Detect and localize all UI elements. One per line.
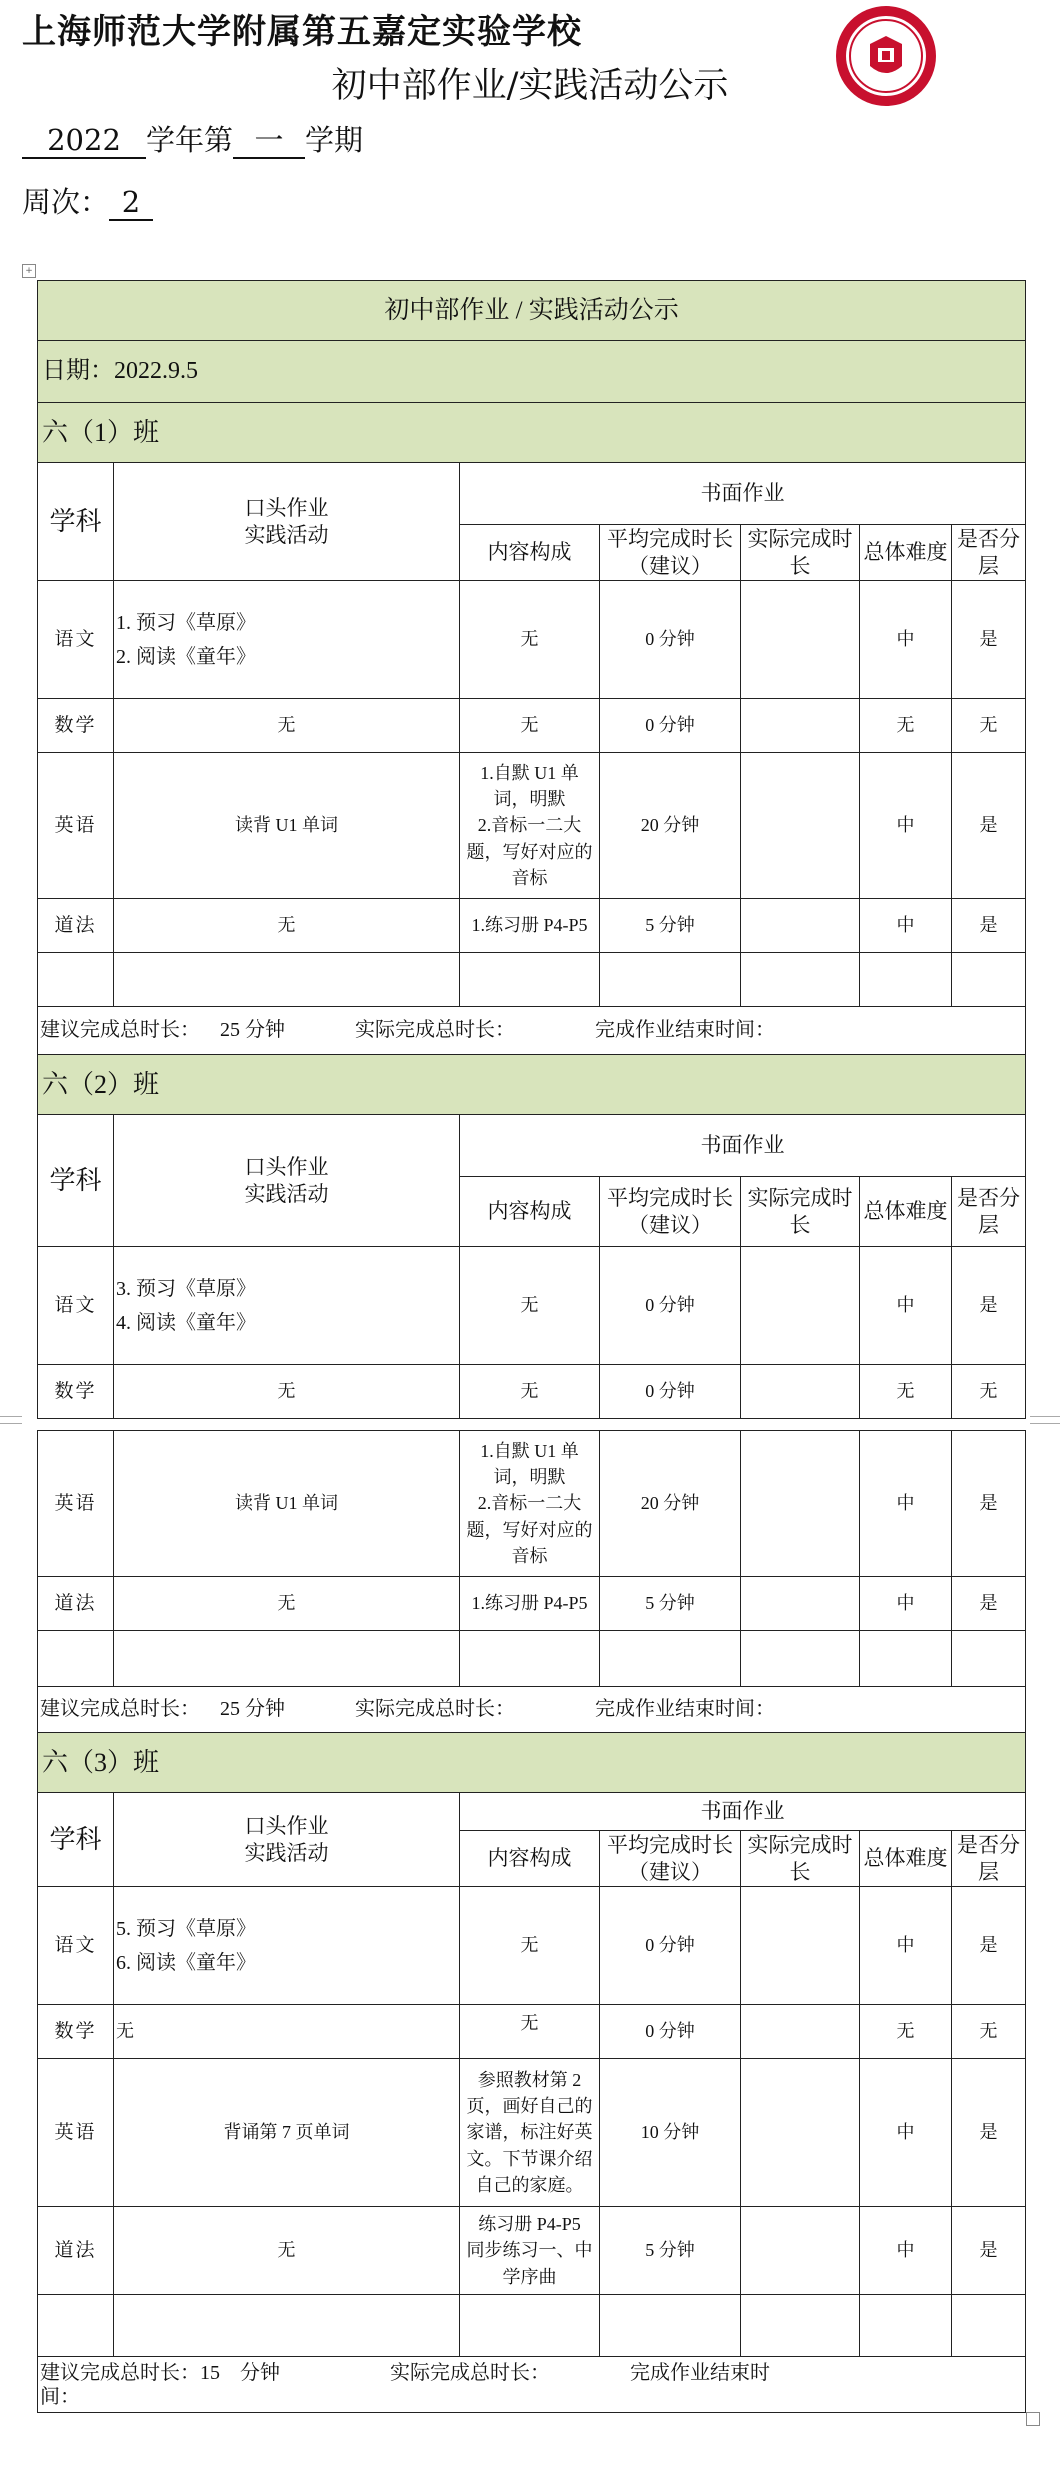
oral-cell: 1. 预习《草原》 2. 阅读《童年》 <box>114 581 460 699</box>
table-move-handle-icon[interactable]: + <box>22 264 36 278</box>
col-avg-time: 平均完成时长 （建议） <box>600 1177 741 1247</box>
content-cell: 无 <box>460 699 600 753</box>
class-name: 六（1）班 <box>38 403 1026 463</box>
content-cell: 无 <box>460 1365 600 1419</box>
table-row <box>38 1365 1026 1419</box>
avg-cell: 20 分钟 <box>600 753 741 899</box>
col-difficulty: 总体难度 <box>860 525 952 581</box>
difficulty-cell: 无 <box>860 699 952 753</box>
col-difficulty: 总体难度 <box>860 1177 952 1247</box>
actual-cell <box>741 1431 860 1577</box>
suggest-total-value: 25 分钟 <box>220 1698 285 1720</box>
layered-cell: 无 <box>952 2005 1026 2059</box>
col-subject: 学科 <box>38 1115 114 1247</box>
difficulty-cell: 中 <box>860 753 952 899</box>
difficulty-cell: 中 <box>860 899 952 953</box>
col-subject: 学科 <box>38 463 114 581</box>
content-cell: 无 <box>460 581 600 699</box>
table-date: 日期：2022.9.5 <box>38 341 1026 403</box>
avg-cell: 0 分钟 <box>600 699 741 753</box>
col-subject: 学科 <box>38 1793 114 1887</box>
avg-cell: 10 分钟 <box>600 2059 741 2207</box>
suggest-total-value: 25 分钟 <box>220 1019 285 1041</box>
suggest-total-label: 建议完成总时长：15 <box>40 2361 220 2384</box>
subject-cell: 语文 <box>38 1887 114 2005</box>
table-row <box>38 2005 1026 2059</box>
actual-cell <box>741 581 860 699</box>
subject-cell: 数学 <box>38 1365 114 1419</box>
actual-cell <box>741 1365 860 1419</box>
col-difficulty: 总体难度 <box>860 1831 952 1887</box>
oral-cell: 无 <box>114 2005 460 2059</box>
col-content: 内容构成 <box>460 1831 600 1887</box>
week-label: 周次： <box>22 185 110 219</box>
subject-cell: 英语 <box>38 753 114 899</box>
layered-cell: 是 <box>952 1247 1026 1365</box>
col-oral: 口头作业 实践活动 <box>114 1115 460 1247</box>
avg-cell: 0 分钟 <box>600 581 741 699</box>
oral-cell: 无 <box>114 899 460 953</box>
difficulty-cell: 中 <box>860 1577 952 1631</box>
col-layered: 是否分 层 <box>952 1831 1026 1887</box>
oral-cell: 无 <box>114 1577 460 1631</box>
layered-cell: 是 <box>952 581 1026 699</box>
actual-cell <box>741 2207 860 2295</box>
col-layered: 是否分 层 <box>952 525 1026 581</box>
term-number: 一 <box>233 125 305 159</box>
actual-cell <box>741 899 860 953</box>
subject-cell: 语文 <box>38 1247 114 1365</box>
subject-cell: 英语 <box>38 1431 114 1577</box>
school-year-label: 学年第 <box>146 123 234 157</box>
table-row <box>38 699 1026 753</box>
table-title: 初中部作业 / 实践活动公示 <box>38 281 1026 341</box>
avg-cell: 0 分钟 <box>600 2005 741 2059</box>
subject-cell: 数学 <box>38 699 114 753</box>
col-content: 内容构成 <box>460 1177 600 1247</box>
total-row <box>38 1687 1026 1733</box>
class-name: 六（2）班 <box>38 1055 1026 1115</box>
avg-cell: 5 分钟 <box>600 1577 741 1631</box>
avg-cell: 20 分钟 <box>600 1431 741 1577</box>
subject-cell: 数学 <box>38 2005 114 2059</box>
table-resize-handle-icon[interactable] <box>1026 2412 1040 2426</box>
col-content: 内容构成 <box>460 525 600 581</box>
oral-cell: 读背 U1 单词 <box>114 1431 460 1577</box>
content-cell: 1.练习册 P4-P5 <box>460 899 600 953</box>
content-cell: 1.自默 U1 单 词，明默 2.音标一二大 题，写好对应的 音标 <box>460 753 600 899</box>
actual-cell <box>741 2005 860 2059</box>
school-logo-icon <box>834 4 938 108</box>
table-row <box>38 753 1026 899</box>
difficulty-cell: 无 <box>860 1365 952 1419</box>
page-break-left <box>0 1416 22 1424</box>
layered-cell: 无 <box>952 1365 1026 1419</box>
table-row <box>38 2059 1026 2207</box>
col-actual-time: 实际完成时 长 <box>741 1177 860 1247</box>
content-cell: 1.练习册 P4-P5 <box>460 1577 600 1631</box>
total-row <box>38 1007 1026 1055</box>
end-time-label-wrap: 间： <box>40 2385 80 2408</box>
layered-cell: 是 <box>952 2059 1026 2207</box>
table-row <box>38 1577 1026 1631</box>
col-written: 书面作业 <box>460 463 1026 525</box>
end-time-label: 完成作业结束时间： <box>595 1698 775 1720</box>
oral-cell: 5. 预习《草原》 6. 阅读《童年》 <box>114 1887 460 2005</box>
class-name: 六（3）班 <box>38 1733 1026 1793</box>
homework-table-part-1 <box>37 280 1026 1419</box>
content-cell: 练习册 P4-P5 同步练习一、中 学序曲 <box>460 2207 600 2295</box>
school-name: 上海师范大学附属第五嘉定实验学校 <box>22 12 582 52</box>
subject-cell: 英语 <box>38 2059 114 2207</box>
week-line <box>22 180 153 221</box>
actual-cell <box>741 1577 860 1631</box>
page-subtitle: 初中部作业/实践活动公示 <box>331 66 729 106</box>
avg-cell: 5 分钟 <box>600 899 741 953</box>
layered-cell: 是 <box>952 753 1026 899</box>
col-oral: 口头作业 实践活动 <box>114 463 460 581</box>
avg-cell: 5 分钟 <box>600 2207 741 2295</box>
table-row <box>38 2207 1026 2295</box>
table-row-empty <box>38 953 1026 1007</box>
table-row <box>38 1247 1026 1365</box>
difficulty-cell: 中 <box>860 2207 952 2295</box>
homework-table-part-2 <box>37 1430 1026 2413</box>
layered-cell: 是 <box>952 1431 1026 1577</box>
col-layered: 是否分 层 <box>952 1177 1026 1247</box>
actual-cell <box>741 753 860 899</box>
difficulty-cell: 中 <box>860 1887 952 2005</box>
subject-cell: 道法 <box>38 899 114 953</box>
table-row-empty <box>38 1631 1026 1687</box>
difficulty-cell: 无 <box>860 2005 952 2059</box>
oral-cell: 无 <box>114 2207 460 2295</box>
table-row <box>38 581 1026 699</box>
content-cell: 无 <box>460 1247 600 1365</box>
col-written: 书面作业 <box>460 1115 1026 1177</box>
layered-cell: 是 <box>952 899 1026 953</box>
content-cell: 无 <box>460 2005 600 2059</box>
table-row-empty <box>38 2295 1026 2357</box>
col-oral: 口头作业 实践活动 <box>114 1793 460 1887</box>
table-row <box>38 1431 1026 1577</box>
page-break-right <box>1030 1416 1060 1424</box>
table-row <box>38 899 1026 953</box>
layered-cell: 是 <box>952 2207 1026 2295</box>
col-actual-time: 实际完成时 长 <box>741 1831 860 1887</box>
difficulty-cell: 中 <box>860 2059 952 2207</box>
actual-cell <box>741 699 860 753</box>
actual-total-label: 实际完成总时长： <box>355 1019 515 1041</box>
actual-cell <box>741 2059 860 2207</box>
avg-cell: 0 分钟 <box>600 1247 741 1365</box>
oral-cell: 无 <box>114 699 460 753</box>
content-cell: 无 <box>460 1887 600 2005</box>
school-year: 2022 <box>22 125 146 159</box>
difficulty-cell: 中 <box>860 581 952 699</box>
col-avg-time: 平均完成时长 （建议） <box>600 525 741 581</box>
suggest-total-label: 建议完成总时长： <box>40 1698 200 1720</box>
subject-cell: 道法 <box>38 1577 114 1631</box>
oral-cell: 3. 预习《草原》 4. 阅读《童年》 <box>114 1247 460 1365</box>
difficulty-cell: 中 <box>860 1431 952 1577</box>
term-label: 学期 <box>305 123 364 157</box>
actual-total-label: 实际完成总时长： <box>390 2361 550 2384</box>
col-actual-time: 实际完成时 长 <box>741 525 860 581</box>
suggest-total-value: 分钟 <box>240 2361 280 2384</box>
avg-cell: 0 分钟 <box>600 1887 741 2005</box>
difficulty-cell: 中 <box>860 1247 952 1365</box>
school-year-line <box>22 118 363 159</box>
oral-cell: 读背 U1 单词 <box>114 753 460 899</box>
layered-cell: 无 <box>952 699 1026 753</box>
col-avg-time: 平均完成时长 （建议） <box>600 1831 741 1887</box>
actual-cell <box>741 1247 860 1365</box>
actual-cell <box>741 1887 860 2005</box>
oral-cell: 无 <box>114 1365 460 1419</box>
oral-cell: 背诵第 7 页单词 <box>114 2059 460 2207</box>
end-time-label: 完成作业结束时 <box>630 2361 770 2384</box>
content-cell: 1.自默 U1 单 词，明默 2.音标一二大 题，写好对应的 音标 <box>460 1431 600 1577</box>
total-row <box>38 2357 1026 2413</box>
avg-cell: 0 分钟 <box>600 1365 741 1419</box>
layered-cell: 是 <box>952 1577 1026 1631</box>
actual-total-label: 实际完成总时长： <box>355 1698 515 1720</box>
content-cell: 参照教材第 2 页，画好自己的 家谱，标注好英 文。下节课介绍 自己的家庭。 <box>460 2059 600 2207</box>
subject-cell: 语文 <box>38 581 114 699</box>
layered-cell: 是 <box>952 1887 1026 2005</box>
week-number: 2 <box>109 187 153 221</box>
suggest-total-label: 建议完成总时长： <box>40 1019 200 1041</box>
col-written: 书面作业 <box>460 1793 1026 1831</box>
table-row <box>38 1887 1026 2005</box>
subject-cell: 道法 <box>38 2207 114 2295</box>
end-time-label: 完成作业结束时间： <box>595 1019 775 1041</box>
